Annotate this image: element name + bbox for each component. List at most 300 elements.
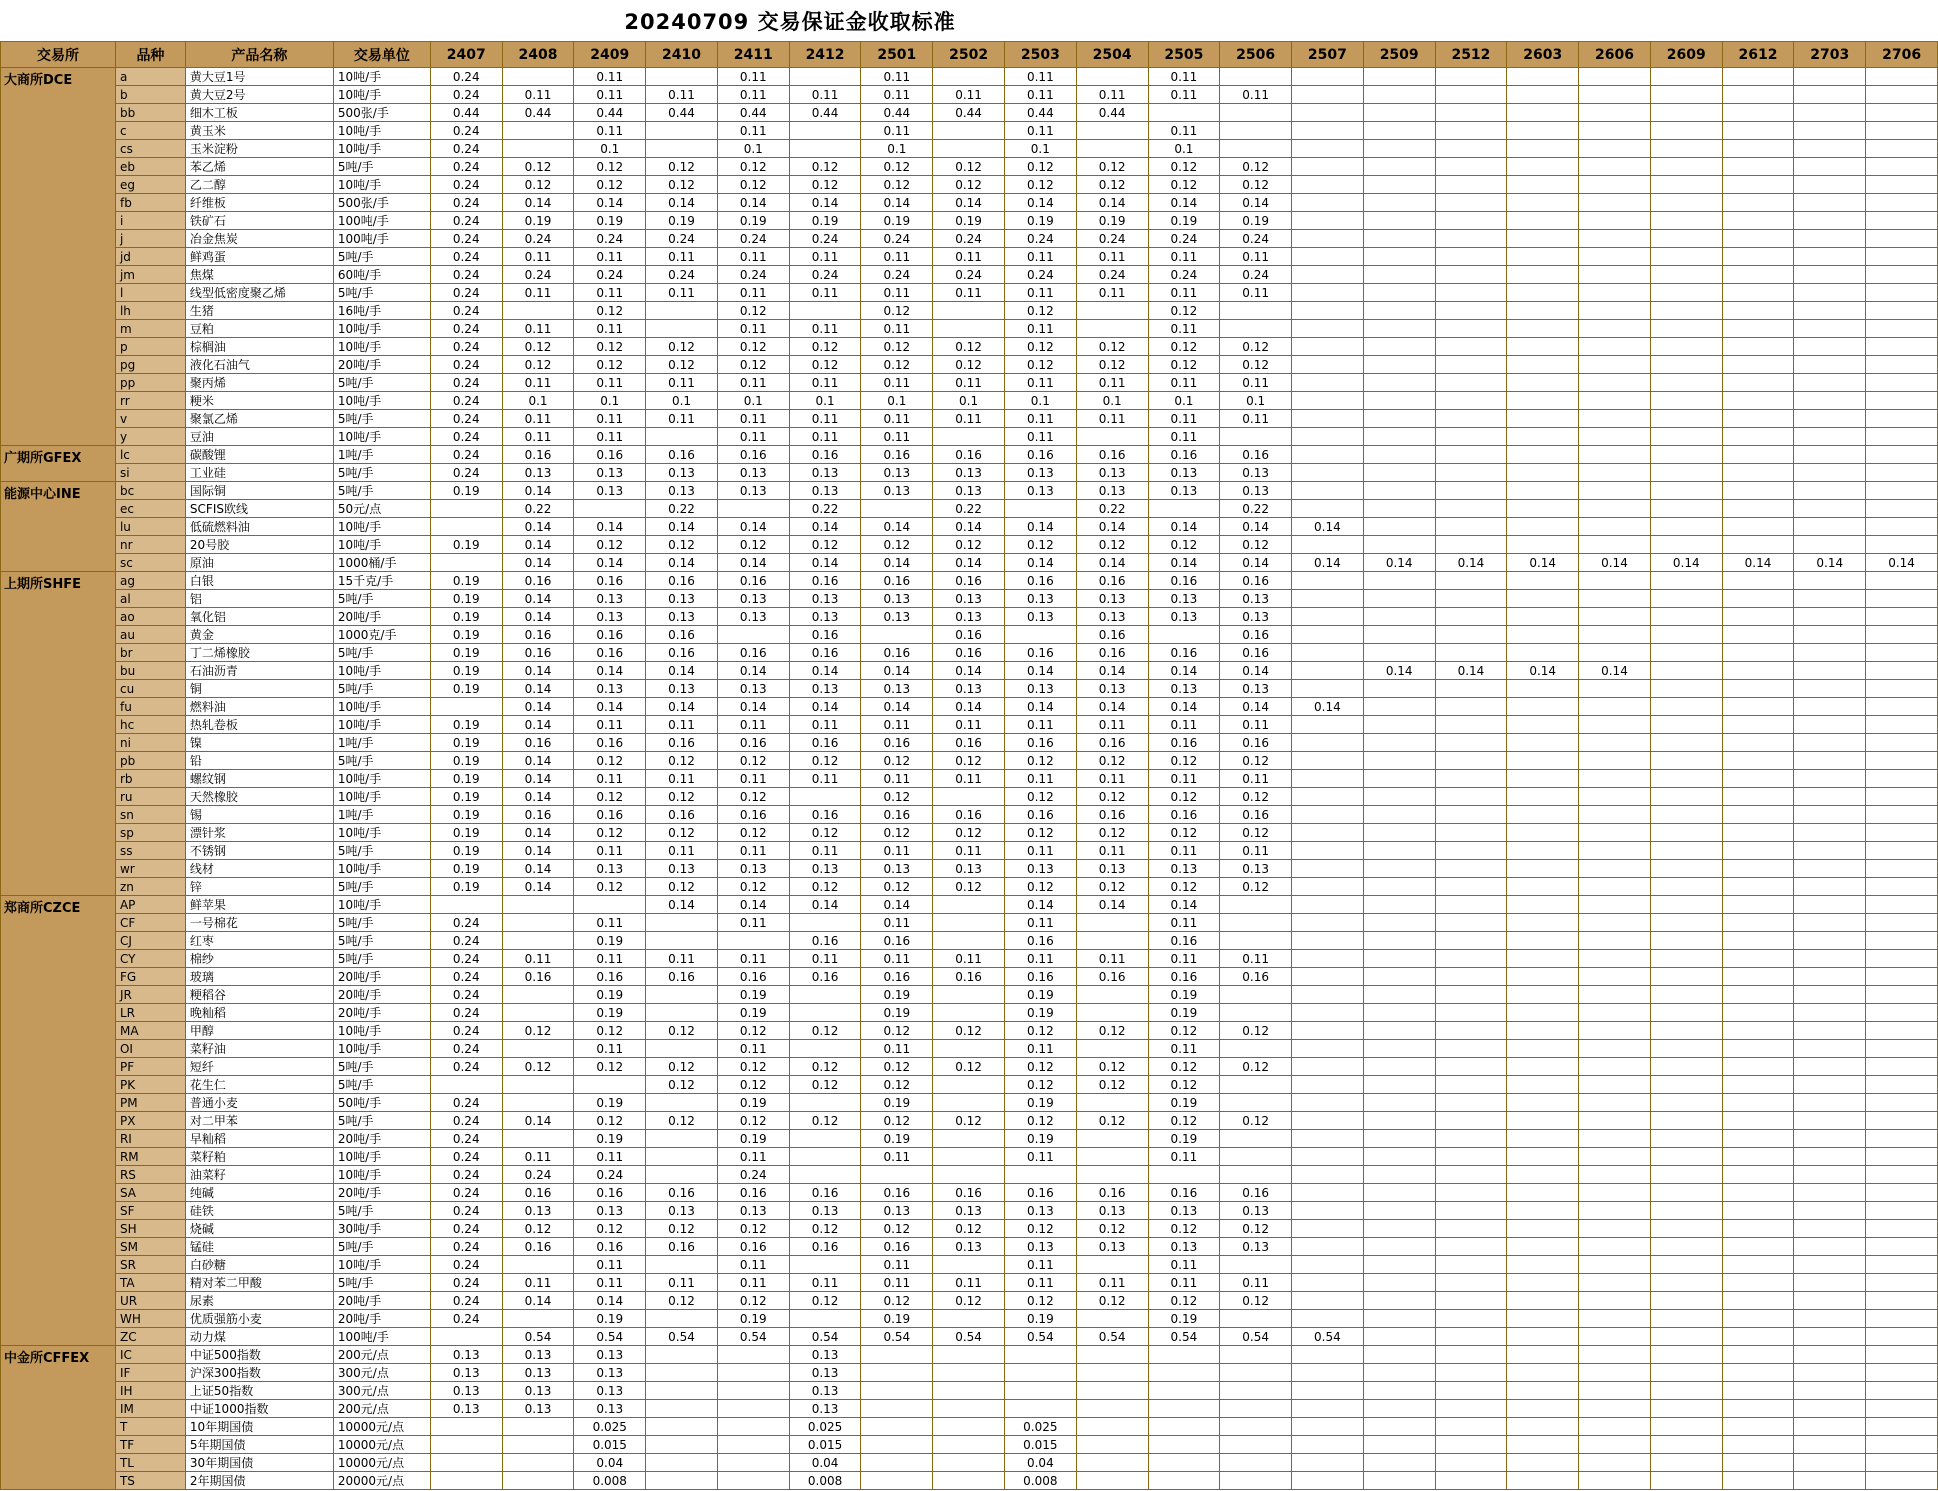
variety-cell[interactable]: RI [115, 1130, 185, 1148]
margin-cell-br-2504[interactable]: 0.16 [1076, 644, 1148, 662]
margin-cell-c-2502[interactable] [933, 122, 1005, 140]
margin-cell-CF-2512[interactable] [1435, 914, 1507, 932]
margin-cell-pb-2501[interactable]: 0.12 [861, 752, 933, 770]
margin-cell-rr-2507[interactable] [1292, 392, 1364, 410]
margin-cell-sn-2703[interactable] [1794, 806, 1866, 824]
margin-cell-T-2409[interactable]: 0.025 [574, 1418, 646, 1436]
margin-cell-IM-2503[interactable] [1004, 1400, 1076, 1418]
margin-cell-si-2503[interactable]: 0.13 [1004, 464, 1076, 482]
margin-cell-l-2512[interactable] [1435, 284, 1507, 302]
margin-cell-i-2408[interactable]: 0.19 [502, 212, 574, 230]
margin-cell-RS-2505[interactable] [1148, 1166, 1220, 1184]
margin-cell-nr-2505[interactable]: 0.12 [1148, 536, 1220, 554]
margin-cell-al-2408[interactable]: 0.14 [502, 590, 574, 608]
margin-cell-j-2410[interactable]: 0.24 [646, 230, 718, 248]
margin-cell-b-2706[interactable] [1866, 86, 1938, 104]
margin-cell-MA-2512[interactable] [1435, 1022, 1507, 1040]
margin-cell-T-2609[interactable] [1650, 1418, 1722, 1436]
margin-cell-jd-2503[interactable]: 0.11 [1004, 248, 1076, 266]
margin-cell-a-2603[interactable] [1507, 68, 1579, 86]
variety-cell[interactable]: rb [115, 770, 185, 788]
variety-cell[interactable]: WH [115, 1310, 185, 1328]
margin-cell-i-2410[interactable]: 0.19 [646, 212, 718, 230]
margin-cell-PK-2502[interactable] [933, 1076, 1005, 1094]
margin-cell-IH-2507[interactable] [1292, 1382, 1364, 1400]
margin-cell-ec-2706[interactable] [1866, 500, 1938, 518]
margin-cell-pg-2408[interactable]: 0.12 [502, 356, 574, 374]
margin-cell-b-2512[interactable] [1435, 86, 1507, 104]
margin-cell-zn-2412[interactable]: 0.12 [789, 878, 861, 896]
margin-cell-T-2512[interactable] [1435, 1418, 1507, 1436]
margin-cell-eg-2505[interactable]: 0.12 [1148, 176, 1220, 194]
margin-cell-wr-2501[interactable]: 0.13 [861, 860, 933, 878]
margin-cell-pb-2504[interactable]: 0.12 [1076, 752, 1148, 770]
margin-cell-PK-2505[interactable]: 0.12 [1148, 1076, 1220, 1094]
margin-cell-ZC-2502[interactable]: 0.54 [933, 1328, 1005, 1346]
margin-cell-wr-2612[interactable] [1722, 860, 1794, 878]
margin-cell-i-2606[interactable] [1579, 212, 1651, 230]
margin-cell-TA-2612[interactable] [1722, 1274, 1794, 1292]
margin-cell-PK-2407[interactable] [430, 1076, 502, 1094]
margin-cell-SR-2408[interactable] [502, 1256, 574, 1274]
margin-cell-pb-2603[interactable] [1507, 752, 1579, 770]
margin-cell-PM-2411[interactable]: 0.19 [717, 1094, 789, 1112]
margin-cell-MA-2410[interactable]: 0.12 [646, 1022, 718, 1040]
margin-cell-PF-2507[interactable] [1292, 1058, 1364, 1076]
margin-cell-OI-2506[interactable] [1220, 1040, 1292, 1058]
margin-cell-sp-2409[interactable]: 0.12 [574, 824, 646, 842]
margin-cell-IH-2504[interactable] [1076, 1382, 1148, 1400]
variety-cell[interactable]: a [115, 68, 185, 86]
variety-cell[interactable]: j [115, 230, 185, 248]
margin-cell-bb-2506[interactable] [1220, 104, 1292, 122]
margin-cell-pb-2612[interactable] [1722, 752, 1794, 770]
margin-cell-UR-2409[interactable]: 0.14 [574, 1292, 646, 1310]
margin-cell-TF-2412[interactable]: 0.015 [789, 1436, 861, 1454]
margin-cell-RI-2501[interactable]: 0.19 [861, 1130, 933, 1148]
margin-cell-IH-2503[interactable] [1004, 1382, 1076, 1400]
margin-cell-c-2410[interactable] [646, 122, 718, 140]
margin-cell-fb-2407[interactable]: 0.24 [430, 194, 502, 212]
margin-cell-bu-2509[interactable]: 0.14 [1363, 662, 1435, 680]
margin-cell-TS-2506[interactable] [1220, 1472, 1292, 1490]
margin-cell-PF-2502[interactable]: 0.12 [933, 1058, 1005, 1076]
margin-cell-lu-2606[interactable] [1579, 518, 1651, 536]
margin-cell-UR-2505[interactable]: 0.12 [1148, 1292, 1220, 1310]
margin-cell-ao-2408[interactable]: 0.14 [502, 608, 574, 626]
margin-cell-jm-2507[interactable] [1292, 266, 1364, 284]
margin-cell-CY-2408[interactable]: 0.11 [502, 950, 574, 968]
margin-cell-pp-2612[interactable] [1722, 374, 1794, 392]
margin-cell-j-2706[interactable] [1866, 230, 1938, 248]
variety-cell[interactable]: y [115, 428, 185, 446]
margin-cell-fb-2612[interactable] [1722, 194, 1794, 212]
margin-cell-hc-2505[interactable]: 0.11 [1148, 716, 1220, 734]
margin-cell-TS-2507[interactable] [1292, 1472, 1364, 1490]
margin-cell-sn-2410[interactable]: 0.16 [646, 806, 718, 824]
margin-cell-v-2502[interactable]: 0.11 [933, 410, 1005, 428]
margin-cell-cu-2502[interactable]: 0.13 [933, 680, 1005, 698]
margin-cell-bb-2507[interactable] [1292, 104, 1364, 122]
margin-cell-ao-2411[interactable]: 0.13 [717, 608, 789, 626]
margin-cell-TF-2606[interactable] [1579, 1436, 1651, 1454]
margin-cell-fu-2407[interactable] [430, 698, 502, 716]
margin-cell-br-2609[interactable] [1650, 644, 1722, 662]
margin-cell-v-2408[interactable]: 0.11 [502, 410, 574, 428]
margin-cell-RM-2706[interactable] [1866, 1148, 1938, 1166]
month-header-2703[interactable]: 2703 [1794, 42, 1866, 68]
margin-cell-i-2509[interactable] [1363, 212, 1435, 230]
margin-cell-sp-2603[interactable] [1507, 824, 1579, 842]
margin-cell-si-2706[interactable] [1866, 464, 1938, 482]
variety-cell[interactable]: LR [115, 1004, 185, 1022]
margin-cell-ru-2509[interactable] [1363, 788, 1435, 806]
margin-cell-SF-2603[interactable] [1507, 1202, 1579, 1220]
margin-cell-MA-2409[interactable]: 0.12 [574, 1022, 646, 1040]
margin-cell-CF-2408[interactable] [502, 914, 574, 932]
margin-cell-LR-2411[interactable]: 0.19 [717, 1004, 789, 1022]
margin-cell-CF-2612[interactable] [1722, 914, 1794, 932]
margin-cell-nr-2503[interactable]: 0.12 [1004, 536, 1076, 554]
margin-cell-RM-2412[interactable] [789, 1148, 861, 1166]
margin-cell-CY-2503[interactable]: 0.11 [1004, 950, 1076, 968]
margin-cell-nr-2504[interactable]: 0.12 [1076, 536, 1148, 554]
margin-cell-y-2412[interactable]: 0.11 [789, 428, 861, 446]
month-header-2410[interactable]: 2410 [646, 42, 718, 68]
margin-cell-p-2409[interactable]: 0.12 [574, 338, 646, 356]
margin-cell-rb-2412[interactable]: 0.11 [789, 770, 861, 788]
margin-cell-v-2609[interactable] [1650, 410, 1722, 428]
margin-cell-CF-2412[interactable] [789, 914, 861, 932]
margin-cell-AP-2612[interactable] [1722, 896, 1794, 914]
margin-cell-pg-2603[interactable] [1507, 356, 1579, 374]
margin-cell-ZC-2509[interactable] [1363, 1328, 1435, 1346]
margin-cell-SR-2603[interactable] [1507, 1256, 1579, 1274]
margin-cell-ni-2703[interactable] [1794, 734, 1866, 752]
product-name-cell[interactable]: 粳稻谷 [185, 986, 333, 1004]
margin-cell-bc-2509[interactable] [1363, 482, 1435, 500]
margin-cell-bb-2504[interactable]: 0.44 [1076, 104, 1148, 122]
margin-cell-eb-2409[interactable]: 0.12 [574, 158, 646, 176]
margin-cell-m-2409[interactable]: 0.11 [574, 320, 646, 338]
margin-cell-v-2505[interactable]: 0.11 [1148, 410, 1220, 428]
variety-cell[interactable]: bb [115, 104, 185, 122]
margin-cell-OI-2407[interactable]: 0.24 [430, 1040, 502, 1058]
margin-cell-PX-2411[interactable]: 0.12 [717, 1112, 789, 1130]
margin-cell-ni-2503[interactable]: 0.16 [1004, 734, 1076, 752]
trading-unit-cell[interactable]: 300元/点 [333, 1364, 430, 1382]
margin-cell-FG-2512[interactable] [1435, 968, 1507, 986]
margin-cell-PX-2408[interactable]: 0.14 [502, 1112, 574, 1130]
margin-cell-CY-2507[interactable] [1292, 950, 1364, 968]
margin-cell-m-2507[interactable] [1292, 320, 1364, 338]
margin-cell-WH-2412[interactable] [789, 1310, 861, 1328]
product-name-cell[interactable]: 液化石油气 [185, 356, 333, 374]
margin-cell-b-2504[interactable]: 0.11 [1076, 86, 1148, 104]
margin-cell-rr-2407[interactable]: 0.24 [430, 392, 502, 410]
margin-cell-RM-2505[interactable]: 0.11 [1148, 1148, 1220, 1166]
margin-cell-T-2504[interactable] [1076, 1418, 1148, 1436]
margin-cell-TF-2407[interactable] [430, 1436, 502, 1454]
margin-cell-rb-2501[interactable]: 0.11 [861, 770, 933, 788]
margin-cell-ag-2501[interactable]: 0.16 [861, 572, 933, 590]
margin-cell-a-2502[interactable] [933, 68, 1005, 86]
product-name-cell[interactable]: 晚籼稻 [185, 1004, 333, 1022]
margin-cell-pp-2407[interactable]: 0.24 [430, 374, 502, 392]
margin-cell-zn-2408[interactable]: 0.14 [502, 878, 574, 896]
margin-cell-TL-2506[interactable] [1220, 1454, 1292, 1472]
margin-cell-SA-2609[interactable] [1650, 1184, 1722, 1202]
margin-cell-TL-2609[interactable] [1650, 1454, 1722, 1472]
margin-cell-ZC-2703[interactable] [1794, 1328, 1866, 1346]
margin-cell-rr-2409[interactable]: 0.1 [574, 392, 646, 410]
margin-cell-TL-2706[interactable] [1866, 1454, 1938, 1472]
margin-cell-cs-2412[interactable] [789, 140, 861, 158]
margin-cell-SA-2410[interactable]: 0.16 [646, 1184, 718, 1202]
margin-cell-fb-2408[interactable]: 0.14 [502, 194, 574, 212]
margin-cell-CJ-2408[interactable] [502, 932, 574, 950]
margin-cell-j-2609[interactable] [1650, 230, 1722, 248]
margin-cell-pg-2609[interactable] [1650, 356, 1722, 374]
margin-cell-fu-2507[interactable]: 0.14 [1292, 698, 1364, 716]
margin-cell-ru-2506[interactable]: 0.12 [1220, 788, 1292, 806]
margin-cell-TA-2504[interactable]: 0.11 [1076, 1274, 1148, 1292]
margin-cell-TF-2703[interactable] [1794, 1436, 1866, 1454]
margin-cell-c-2409[interactable]: 0.11 [574, 122, 646, 140]
margin-cell-bu-2502[interactable]: 0.14 [933, 662, 1005, 680]
margin-cell-hc-2410[interactable]: 0.11 [646, 716, 718, 734]
margin-cell-UR-2501[interactable]: 0.12 [861, 1292, 933, 1310]
margin-cell-SR-2703[interactable] [1794, 1256, 1866, 1274]
margin-cell-y-2507[interactable] [1292, 428, 1364, 446]
margin-cell-hc-2606[interactable] [1579, 716, 1651, 734]
margin-cell-TA-2609[interactable] [1650, 1274, 1722, 1292]
margin-cell-rb-2503[interactable]: 0.11 [1004, 770, 1076, 788]
margin-cell-zn-2703[interactable] [1794, 878, 1866, 896]
margin-cell-a-2507[interactable] [1292, 68, 1364, 86]
margin-cell-RM-2507[interactable] [1292, 1148, 1364, 1166]
margin-cell-jd-2411[interactable]: 0.11 [717, 248, 789, 266]
margin-cell-c-2512[interactable] [1435, 122, 1507, 140]
margin-cell-TL-2502[interactable] [933, 1454, 1005, 1472]
margin-cell-sn-2503[interactable]: 0.16 [1004, 806, 1076, 824]
margin-cell-bu-2411[interactable]: 0.14 [717, 662, 789, 680]
margin-cell-TA-2503[interactable]: 0.11 [1004, 1274, 1076, 1292]
margin-cell-T-2509[interactable] [1363, 1418, 1435, 1436]
margin-cell-TA-2409[interactable]: 0.11 [574, 1274, 646, 1292]
trading-unit-cell[interactable]: 10吨/手 [333, 1256, 430, 1274]
variety-cell[interactable]: UR [115, 1292, 185, 1310]
margin-cell-c-2606[interactable] [1579, 122, 1651, 140]
margin-cell-SM-2512[interactable] [1435, 1238, 1507, 1256]
margin-cell-bc-2512[interactable] [1435, 482, 1507, 500]
margin-cell-p-2507[interactable] [1292, 338, 1364, 356]
trading-unit-cell[interactable]: 20吨/手 [333, 608, 430, 626]
margin-cell-rb-2411[interactable]: 0.11 [717, 770, 789, 788]
margin-cell-l-2502[interactable]: 0.11 [933, 284, 1005, 302]
margin-cell-bu-2603[interactable]: 0.14 [1507, 662, 1579, 680]
margin-cell-ec-2412[interactable]: 0.22 [789, 500, 861, 518]
product-name-cell[interactable]: 线材 [185, 860, 333, 878]
margin-cell-IF-2411[interactable] [717, 1364, 789, 1382]
margin-cell-WH-2411[interactable]: 0.19 [717, 1310, 789, 1328]
margin-cell-lu-2612[interactable] [1722, 518, 1794, 536]
product-name-cell[interactable]: 焦煤 [185, 266, 333, 284]
trading-unit-cell[interactable]: 10吨/手 [333, 824, 430, 842]
margin-cell-jm-2501[interactable]: 0.24 [861, 266, 933, 284]
margin-cell-au-2612[interactable] [1722, 626, 1794, 644]
margin-cell-CJ-2504[interactable] [1076, 932, 1148, 950]
margin-cell-AP-2606[interactable] [1579, 896, 1651, 914]
trading-unit-cell[interactable]: 10吨/手 [333, 428, 430, 446]
margin-cell-UR-2509[interactable] [1363, 1292, 1435, 1310]
margin-cell-sc-2501[interactable]: 0.14 [861, 554, 933, 572]
margin-cell-ag-2505[interactable]: 0.16 [1148, 572, 1220, 590]
margin-cell-jd-2409[interactable]: 0.11 [574, 248, 646, 266]
margin-cell-hc-2603[interactable] [1507, 716, 1579, 734]
margin-cell-a-2503[interactable]: 0.11 [1004, 68, 1076, 86]
margin-cell-au-2503[interactable] [1004, 626, 1076, 644]
margin-cell-sn-2512[interactable] [1435, 806, 1507, 824]
month-header-2606[interactable]: 2606 [1579, 42, 1651, 68]
variety-cell[interactable]: wr [115, 860, 185, 878]
margin-cell-cs-2408[interactable] [502, 140, 574, 158]
margin-cell-jd-2612[interactable] [1722, 248, 1794, 266]
margin-cell-jd-2703[interactable] [1794, 248, 1866, 266]
margin-cell-ru-2512[interactable] [1435, 788, 1507, 806]
margin-cell-hc-2512[interactable] [1435, 716, 1507, 734]
margin-cell-TF-2603[interactable] [1507, 1436, 1579, 1454]
margin-cell-ss-2503[interactable]: 0.11 [1004, 842, 1076, 860]
margin-cell-pb-2507[interactable] [1292, 752, 1364, 770]
margin-cell-IM-2609[interactable] [1650, 1400, 1722, 1418]
margin-cell-pb-2503[interactable]: 0.12 [1004, 752, 1076, 770]
margin-cell-eg-2509[interactable] [1363, 176, 1435, 194]
margin-cell-bc-2706[interactable] [1866, 482, 1938, 500]
margin-cell-eg-2409[interactable]: 0.12 [574, 176, 646, 194]
margin-cell-ao-2703[interactable] [1794, 608, 1866, 626]
margin-cell-fb-2603[interactable] [1507, 194, 1579, 212]
margin-cell-l-2507[interactable] [1292, 284, 1364, 302]
margin-cell-IM-2408[interactable]: 0.13 [502, 1400, 574, 1418]
margin-cell-SA-2706[interactable] [1866, 1184, 1938, 1202]
margin-cell-ao-2507[interactable] [1292, 608, 1364, 626]
variety-cell[interactable]: m [115, 320, 185, 338]
margin-cell-lu-2706[interactable] [1866, 518, 1938, 536]
margin-cell-au-2412[interactable]: 0.16 [789, 626, 861, 644]
margin-cell-ru-2703[interactable] [1794, 788, 1866, 806]
margin-cell-fb-2706[interactable] [1866, 194, 1938, 212]
margin-cell-lu-2501[interactable]: 0.14 [861, 518, 933, 536]
margin-cell-m-2407[interactable]: 0.24 [430, 320, 502, 338]
margin-cell-rr-2606[interactable] [1579, 392, 1651, 410]
margin-cell-ao-2501[interactable]: 0.13 [861, 608, 933, 626]
margin-cell-RI-2506[interactable] [1220, 1130, 1292, 1148]
margin-cell-PF-2504[interactable]: 0.12 [1076, 1058, 1148, 1076]
margin-cell-IH-2512[interactable] [1435, 1382, 1507, 1400]
margin-cell-si-2512[interactable] [1435, 464, 1507, 482]
margin-cell-eb-2606[interactable] [1579, 158, 1651, 176]
variety-cell[interactable]: ec [115, 500, 185, 518]
margin-cell-eg-2408[interactable]: 0.12 [502, 176, 574, 194]
margin-cell-T-2706[interactable] [1866, 1418, 1938, 1436]
margin-cell-PF-2609[interactable] [1650, 1058, 1722, 1076]
margin-cell-bc-2606[interactable] [1579, 482, 1651, 500]
margin-cell-sn-2606[interactable] [1579, 806, 1651, 824]
margin-cell-RI-2612[interactable] [1722, 1130, 1794, 1148]
margin-cell-T-2612[interactable] [1722, 1418, 1794, 1436]
trading-unit-cell[interactable]: 100吨/手 [333, 1328, 430, 1346]
margin-cell-bb-2509[interactable] [1363, 104, 1435, 122]
margin-cell-b-2506[interactable]: 0.11 [1220, 86, 1292, 104]
margin-cell-al-2612[interactable] [1722, 590, 1794, 608]
margin-cell-jm-2505[interactable]: 0.24 [1148, 266, 1220, 284]
trading-unit-cell[interactable]: 5吨/手 [333, 1202, 430, 1220]
trading-unit-cell[interactable]: 20吨/手 [333, 356, 430, 374]
margin-cell-JR-2512[interactable] [1435, 986, 1507, 1004]
margin-cell-wr-2503[interactable]: 0.13 [1004, 860, 1076, 878]
margin-cell-i-2603[interactable] [1507, 212, 1579, 230]
trading-unit-cell[interactable]: 10吨/手 [333, 716, 430, 734]
margin-cell-TA-2410[interactable]: 0.11 [646, 1274, 718, 1292]
margin-cell-al-2503[interactable]: 0.13 [1004, 590, 1076, 608]
margin-cell-SA-2703[interactable] [1794, 1184, 1866, 1202]
margin-cell-eb-2512[interactable] [1435, 158, 1507, 176]
variety-cell[interactable]: au [115, 626, 185, 644]
margin-cell-fu-2412[interactable]: 0.14 [789, 698, 861, 716]
margin-cell-lc-2503[interactable]: 0.16 [1004, 446, 1076, 464]
margin-cell-RS-2509[interactable] [1363, 1166, 1435, 1184]
margin-cell-hc-2504[interactable]: 0.11 [1076, 716, 1148, 734]
margin-cell-b-2507[interactable] [1292, 86, 1364, 104]
product-name-cell[interactable]: 30年期国债 [185, 1454, 333, 1472]
margin-cell-hc-2407[interactable]: 0.19 [430, 716, 502, 734]
margin-cell-ZC-2512[interactable] [1435, 1328, 1507, 1346]
margin-cell-SR-2609[interactable] [1650, 1256, 1722, 1274]
margin-cell-bu-2408[interactable]: 0.14 [502, 662, 574, 680]
margin-cell-lh-2505[interactable]: 0.12 [1148, 302, 1220, 320]
product-name-cell[interactable]: 原油 [185, 554, 333, 572]
margin-cell-IF-2507[interactable] [1292, 1364, 1364, 1382]
margin-cell-cu-2606[interactable] [1579, 680, 1651, 698]
margin-cell-ZC-2410[interactable]: 0.54 [646, 1328, 718, 1346]
margin-cell-eb-2503[interactable]: 0.12 [1004, 158, 1076, 176]
margin-cell-fu-2505[interactable]: 0.14 [1148, 698, 1220, 716]
margin-cell-ss-2609[interactable] [1650, 842, 1722, 860]
margin-cell-jm-2412[interactable]: 0.24 [789, 266, 861, 284]
margin-cell-IH-2411[interactable] [717, 1382, 789, 1400]
variety-cell[interactable]: sp [115, 824, 185, 842]
margin-cell-JR-2503[interactable]: 0.19 [1004, 986, 1076, 1004]
margin-cell-v-2512[interactable] [1435, 410, 1507, 428]
margin-cell-SM-2504[interactable]: 0.13 [1076, 1238, 1148, 1256]
trading-unit-cell[interactable]: 10000元/点 [333, 1418, 430, 1436]
margin-cell-MA-2502[interactable]: 0.12 [933, 1022, 1005, 1040]
margin-cell-IM-2501[interactable] [861, 1400, 933, 1418]
margin-cell-bc-2412[interactable]: 0.13 [789, 482, 861, 500]
margin-cell-SM-2412[interactable]: 0.16 [789, 1238, 861, 1256]
margin-cell-RS-2407[interactable]: 0.24 [430, 1166, 502, 1184]
margin-cell-au-2509[interactable] [1363, 626, 1435, 644]
margin-cell-au-2706[interactable] [1866, 626, 1938, 644]
margin-cell-CJ-2512[interactable] [1435, 932, 1507, 950]
margin-cell-TS-2606[interactable] [1579, 1472, 1651, 1490]
margin-cell-IM-2409[interactable]: 0.13 [574, 1400, 646, 1418]
margin-cell-a-2703[interactable] [1794, 68, 1866, 86]
margin-cell-SH-2506[interactable]: 0.12 [1220, 1220, 1292, 1238]
margin-cell-b-2408[interactable]: 0.11 [502, 86, 574, 104]
margin-cell-RI-2409[interactable]: 0.19 [574, 1130, 646, 1148]
